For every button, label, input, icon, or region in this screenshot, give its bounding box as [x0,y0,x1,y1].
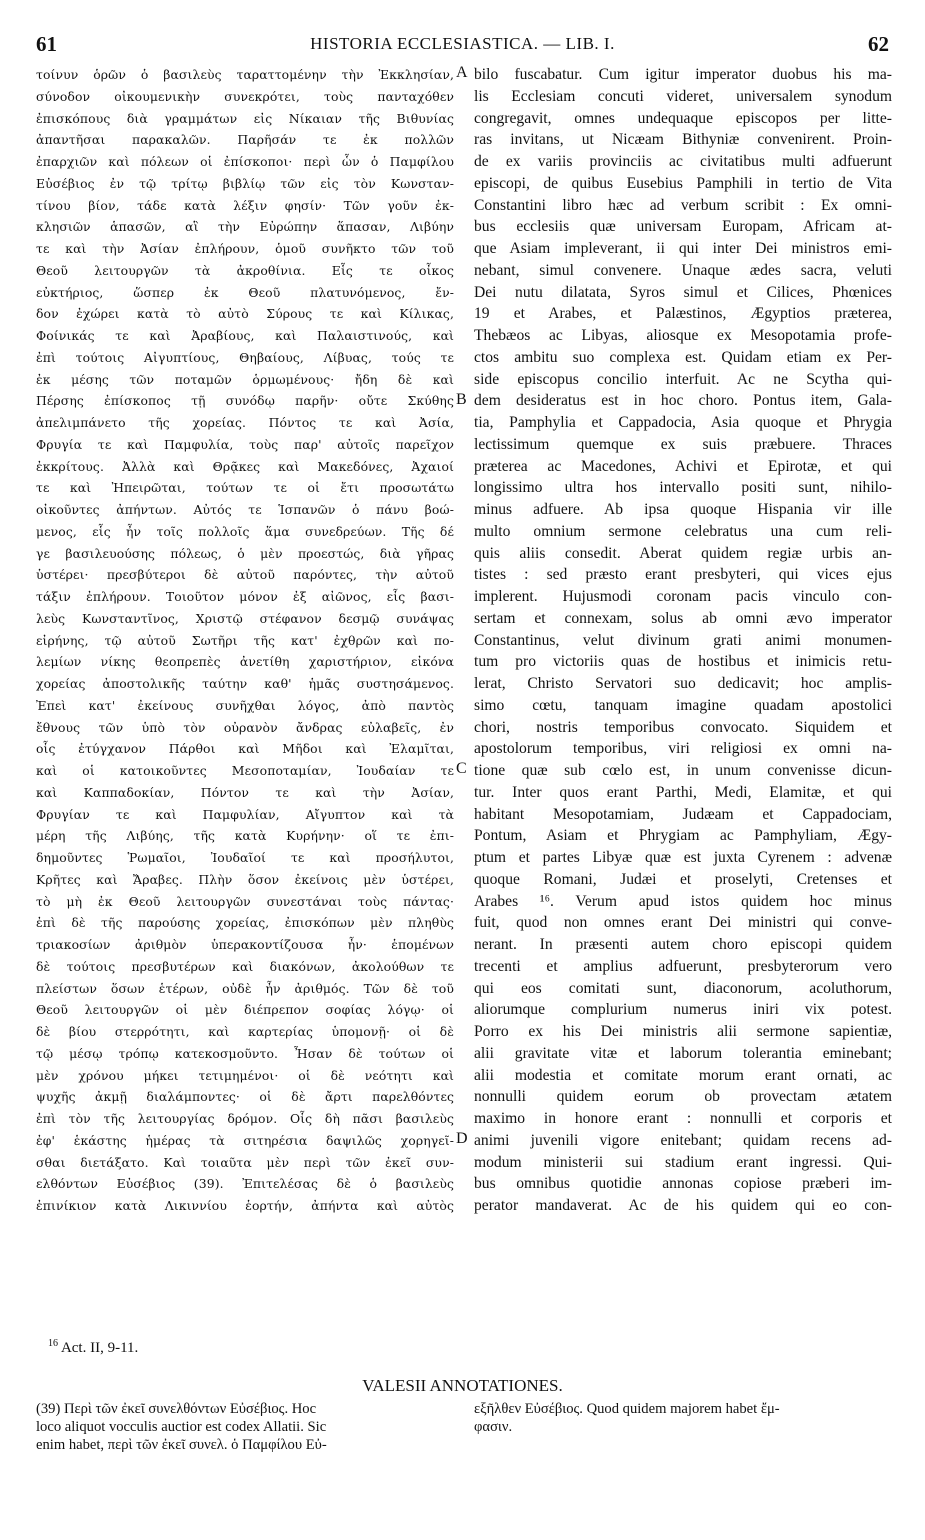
greek-text-line: ἔθνους τῶν ὑπὸ τὸν οὐρανὸν ἄνδρας εὐλαβεῖς, ἐν [36,719,454,735]
latin-text-line: bus ecclesiis quæ universam Europam, Africam at- [474,218,892,236]
latin-text-line: dem desideratus est in hoc choro. Pontus item, Gala- [474,392,892,410]
greek-text-line: μενος, εἷς ἦν τοῖς πολλοῖς ἅμα συνεδρεύων. Τῆς δέ [36,523,454,539]
latin-text-line: chori, nostris temporibus convocato. Siquidem et [474,718,892,736]
latin-text-line: alii modestia et comitate morum erant ornati, ac [474,1066,892,1084]
greek-text-line: λεὺς Κωνσταντῖνος, Χριστῷ στέφανον δεσμῷ συνάψας [36,610,454,626]
greek-text-line: δὲ τούτοις πρεσβυτέρων καὶ διακόνων, ἀκολούθων τε [36,958,454,974]
latin-text-line: Pontum, Asiam et Phrygiam ac Pamphyliam, Ægy- [474,827,892,845]
latin-text-line: sertam et connexam, solus ab omni ævo imperator [474,609,892,627]
latin-text-line: Constantinus, velut divinum grati animi monumen- [474,631,892,649]
margin-letter-a: A [456,64,468,81]
greek-text-line: Φρυγίαν τε καὶ Παμφυλίαν, Αἴγυπτον καὶ τὰ [36,806,454,822]
latin-text-line: Thebæos ac Libyas, aliosque ex Mesopotamia profe- [474,327,892,344]
latin-text-line: præterea ac Macedones, Achivi et Epirotæ, et qui [474,457,892,475]
latin-text-line: Arabes ¹⁶. Verum apud istos quidem hoc minus [474,892,892,910]
latin-text-line: Dei nutu dilatata, Syros simul et Cilices, Phœnices [474,283,892,301]
footnote-text: Act. II, 9-11. [60,1340,139,1356]
latin-text-line: de ex variis provinciis ac civitatibus multi adfuerunt [474,153,892,170]
greek-text-line: τοίνυν ὁρῶν ὁ βασιλεὺς ταραττομένην τὴν Ἐκκλησίαν, [36,67,454,82]
footnote [48,1338,138,1357]
greek-text-line: λεμίων νίκης θεοπρεπὲς ἀνετίθη χαριστήριον, εἰκόνα [36,654,454,670]
greek-text-line: καὶ οἱ κατοικοῦντες Μεσοποταμίαν, Ἰουδαίαν τε [36,763,454,778]
margin-letter-d: D [456,1130,468,1147]
footnote-number: 16 [48,1338,58,1349]
greek-text-line: ἀπαντῆσαι παρακαλῶν. Παρῆσάν τε ἐκ πολλῶν [36,132,454,148]
greek-text-line: σθαι διετάξατο. Καὶ τοιαῦτα μὲν περὶ τῶν ἐκεῖ συν- [36,1154,454,1170]
greek-text-line: εὐκτήριος, ὥσπερ ἐκ Θεοῦ πλατυνόμενος, ἔν- [36,284,454,300]
latin-text-line: lerat, Christo Servatori suo dedicavit; hoc amplis- [474,675,892,692]
greek-text-line: οἰκοῦντες ἀπήντων. Αὐτός τε Ἱσπανῶν ὁ πάνυ βοώ- [36,502,454,517]
latin-text-line: lectissimum quemque ex suis præbuere. Thraces [474,435,892,453]
margin-letter-b: B [456,391,467,408]
latin-text-line: aliorumque complurium numerus iniri vix potest. [474,1001,892,1019]
annotation-line: φασιν. [474,1419,513,1435]
greek-text-line: γε βασιλευούσης πόλεως, ὁ μὲν προεστώς, διὰ γῆρας [36,545,454,561]
latin-text-line: Porro ex his Dei ministris alii sermone sapientiæ, [474,1023,892,1040]
greek-text-line: κλησιῶν ἁπασῶν, αἳ τὴν Εὐρώπην ἅπασαν, Λιβύην [36,219,454,235]
greek-text-line: ἐφ' ἑκάστης ἡμέρας τὰ σιτηρέσια δαψιλῶς χορηγεῖ- [36,1132,454,1148]
greek-text-line: ἐπὶ τούτοις Αἰγυπτίους, Θηβαίους, Λίβυας, τούς τε [36,349,454,365]
greek-text-line: ὑστέρει· πρεσβύτεροι δὲ αὐτοῦ παρόντες, τὴν αὐτοῦ [36,567,454,583]
latin-text-line: maximo in honore erant : nonnulli et corporis et [474,1110,892,1127]
latin-text-column [474,64,892,1217]
latin-text-line: animi juvenili vigore enitebant; quidam recens ad- [474,1131,892,1149]
greek-text-line: ελθόντων Εὐσέβιος (39). Ἐπιτελέσας δὲ ὁ βασιλεὺς [36,1176,454,1192]
greek-text-line: ἐπὶ δὲ τῆς παρούσης χορείας, ἐπισκόπων μὲν πληθὺς [36,915,454,931]
latin-text-line: Constantini libro hæc ad verbum scribit : Ex omni- [474,196,892,214]
annotation-line: enim habet, περὶ τῶν ἐκεῖ συνελ. ὁ Παμφίλου Εὐ- [36,1437,327,1453]
greek-text-line: τε καὶ Ἠπειρῶται, τούτων τε οἱ ἔτι προσωτάτω [36,480,454,496]
greek-text-line: Θεοῦ λειτουργῶν οἱ μὲν διέπρεπον σοφίας λόγῳ· οἱ [36,1002,454,1018]
greek-text-line: χορείας ἀποστολικῆς ταύτην καθ' ἡμᾶς συστησάμενος. [36,676,454,691]
greek-text-line: Εὐσέβιος ἐν τῷ τρίτῳ βιβλίῳ τῶν εἰς τὸν Κωνσταν- [36,175,454,191]
latin-text-line: apostolorum temporibus, viri religiosi ex omni na- [474,740,892,758]
latin-text-line: congregavit, omnes undequaque episcopos per litte- [474,109,892,127]
greek-text-line: Θεοῦ λειτουργῶν τὰ ἀκροθίνια. Εἷς τε οἶκος [36,262,454,278]
greek-text-line: καὶ Καππαδοκίαν, Πόντον τε καὶ τὴν Ἀσίαν, [36,784,454,800]
latin-text-line: 19 et Arabes, et Palæstinos, Ægyptios præterea, [474,305,892,323]
greek-text-line: μέρη τῆς Λιβύης, τῆς κατὰ Κυρήνην· οἵ τε ἐπι- [36,828,454,844]
latin-text-line: quis aliis consedit. Aberat quidem regiæ urbis an- [474,544,892,562]
annotations-heading: VALESII ANNOTATIONES. [362,1376,563,1395]
greek-text-line: τὸ μὴ ἐκ Θεοῦ λειτουργῶν συνεστάναι τοὺς πάντας· [36,893,454,909]
greek-text-line: ἐπὶ τὸν τῆς λειτουργίας δρόμον. Οἷς δὴ πᾶσι βασιλεὺς [36,1111,454,1126]
running-title: HISTORIA ECCLESIASTICA. — LIB. I. [310,34,615,53]
greek-text-line: Φοίνικάς τε καὶ Ἀραβίους, καὶ Παλαιστινούς, καὶ [36,328,454,343]
latin-text-line: ptum et partes Libyæ quæ est juxta Cyrenem : advenæ [474,849,892,866]
greek-text-line: ψυχῆς ἀκμῇ διαλάμποντες· οἱ δὲ ἄρτι παρελθόντες [36,1089,454,1105]
latin-text-line: multo omnium sermone celebratus una cum reli- [474,522,892,540]
page-number-right: 62 [868,32,889,56]
margin-letter-c: C [456,760,467,777]
greek-text-line: ἐπινίκιον κατὰ Λικιννίου ἑορτήν, ἀπήντα καὶ αὐτὸς [36,1198,454,1213]
greek-text-line: δον ἐχώρει κατὰ τὸ αὐτὸ Σύρους τε καὶ Κίλικας, [36,306,454,322]
annotation-line: εξῆλθεν Εὐσέβιος. Quod quidem majorem habet ἔμ- [474,1401,780,1417]
running-header [36,32,889,60]
greek-text-line: τριακοσίων ἀριθμὸν ὑπερακοντίζουσα ἦν· ἑπομένων [36,937,454,952]
greek-text-line: τε καὶ τὴν Ἀσίαν ἐπλήρουν, ὁμοῦ συνῆκτο τῶν τοῦ [36,241,454,256]
latin-text-line: perator mandaverat. Ac de his quidem qui eo con- [474,1197,892,1214]
latin-text-line: ctos ambitu suo complexa est. Quidam etiam ex Per- [474,348,892,366]
page-number-left: 61 [36,32,57,56]
greek-text-line: πλείστων ὅσων ἑτέρων, οὐδὲ ἦν ἀριθμός. Τῶν δὲ τοῦ [36,980,454,996]
greek-text-column [36,64,454,1217]
latin-text-line: nonnulli quidem eorum ob provectam ætatem [474,1088,892,1106]
latin-text-line: side episcopus concilio interfuit. Ac ne Scytha qui- [474,370,892,388]
greek-text-line: ἐκκρίτους. Ἀλλὰ καὶ Θρᾷκες καὶ Μακεδόνες, Ἀχαιοί [36,458,454,474]
greek-text-line: τῷ μέσῳ τρόπῳ κατεκοσμοῦντο. Ἦσαν δὲ τούτων οἱ [36,1045,454,1061]
greek-text-line: οἷς ἐτύγχανον Πάρθοι καὶ Μῆδοι καὶ Ἐλαμῖται, [36,741,454,757]
annotation-line: (39) Περὶ τῶν ἐκεῖ συνελθόντων Εὐσέβιος. Hoc [36,1401,317,1417]
greek-text-line: τίνου βίον, τάδε κατὰ λέξιν φησίν· Τῶν γοῦν ἐκ- [36,197,454,213]
greek-text-line: μὲν χρόνου μήκει τετιμημένοι· οἱ δὲ νεότητι καὶ [36,1067,454,1083]
latin-text-line: simo cœtu, tanquam imagine quadam apostolici [474,696,892,714]
latin-text-line: implerent. Hujusmodi coronam pacis vinculo con- [474,588,892,605]
latin-text-line: qui eos comitati sunt, diaconorum, acoluthorum, [474,979,892,997]
latin-text-line: tum pro victoriis quas de hostibus et inimicis retu- [474,653,892,671]
latin-text-line: tistes : sed præsto erant presbyteri, qui vices ejus [474,566,892,584]
latin-text-line: trecenti et amplius adfuerunt, presbyterorum vero [474,957,892,975]
greek-text-line: τάξιν ἐπλήρουν. Τοιοῦτον μόνον ἐξ αἰῶνος, εἷς βασι- [36,589,454,604]
latin-text-line: tur. Inter quos erant Parthi, Medi, Elamitæ, et qui [474,783,892,801]
latin-text-line: modum ministerii sui stadium erant ingressi. Qui- [474,1153,892,1171]
latin-text-line: tione quæ sub cœlo est, in unum convenisse dicun- [474,762,892,779]
latin-text-line: habitant Mesopotamiam, Judæam et Cappadociam, [474,805,892,823]
annotations-left-column [36,1400,454,1454]
latin-text-line: bus omnibus quotidie annonas copiose præberi im- [474,1175,892,1193]
greek-text-line: ἀπελιμπάνετο τῆς χορείας. Πόντος τε καὶ Ἀσία, [36,415,454,430]
greek-text-line: ἐπαρχιῶν καὶ πόλεων οἱ ἐπίσκοποι· περὶ ὧν ὁ Παμφίλου [36,154,454,169]
latin-text-line: nebant, simul convenere. Unaque ædes sacra, veluti [474,261,892,279]
latin-text-line: tia, Pamphylia et Cappadocia, Asia quoque et Phrygia [474,414,892,431]
latin-text-line: quoque Romani, Judæi et proselyti, Cretenses et [474,870,892,888]
annotation-line: loco aliquot vocculis auctior est codex Allatii. Sic [36,1419,327,1435]
greek-text-line: Φρυγία τε καὶ Παμφυλία, τοὺς παρ' αὐτοῖς παρεῖχον [36,436,454,452]
latin-text-line: ras invitans, ut Nicæam Bithyniæ convenirent. Proin- [474,131,892,149]
greek-text-line: Κρῆτες καὶ Ἄραβες. Πλὴν ὅσον ἐκείνοις μὲν ὑστέρει, [36,871,454,887]
greek-text-line: ἐκ μέσης τῶν ποταμῶν ὁρμωμένους· ἤδη δὲ καὶ [36,371,454,387]
greek-text-line: ἐπισκόπους διὰ γραμμάτων εἰς Νίκαιαν τῆς Βιθυνίας [36,110,454,126]
greek-text-line: σύνοδον οἰκουμενικὴν συνεκρότει, τοὺς πανταχόθεν [36,88,454,104]
latin-text-line: fuit, quod non omnes erant Dei ministri qui conve- [474,914,892,932]
latin-text-line: nerant. In præsenti autem choro episcopi quidem [474,936,892,953]
latin-text-line: longissimo ultra hos intervallo positi sunt, nihilo- [474,479,892,497]
greek-text-line: Ἐπεὶ κατ' ἐκείνους συνῆχθαι λόγος, ἀπὸ παντὸς [36,697,454,713]
greek-text-line: δὲ βίου στερρότητι, καὶ καρτερίας ὑπομονῇ· οἱ δὲ [36,1024,454,1039]
greek-text-line: Πέρσης ἐπίσκοπος τῇ συνόδῳ παρῆν· οὔτε Σκύθης [36,393,454,409]
latin-text-line: episcopi, de quibus Eusebius Pamphili in tertio de Vita [474,174,892,192]
latin-text-line: alii gravitate vitæ et laborum tolerantia eminebant; [474,1044,892,1062]
greek-text-line: εἰρήνης, τῷ αὐτοῦ Σωτῆρι τῆς κατ' ἐχθρῶν καὶ πο- [36,632,454,648]
greek-text-line: δημοῦντες Ῥωμαῖοι, Ἰουδαῖοί τε καὶ προσήλυτοι, [36,850,454,865]
annotations-right-column [474,1400,892,1436]
latin-text-line: minus adfuere. Ab ipsa quoque Hispania vir ille [474,501,892,518]
latin-text-line: lis Ecclesiam concuti videret, universalem synodum [474,87,892,105]
latin-text-line: que Asiam impleverant, ii qui inter Dei ministros emi- [474,240,892,257]
latin-text-line: bilo fuscabatur. Cum igitur imperator duobus his ma- [474,66,892,83]
